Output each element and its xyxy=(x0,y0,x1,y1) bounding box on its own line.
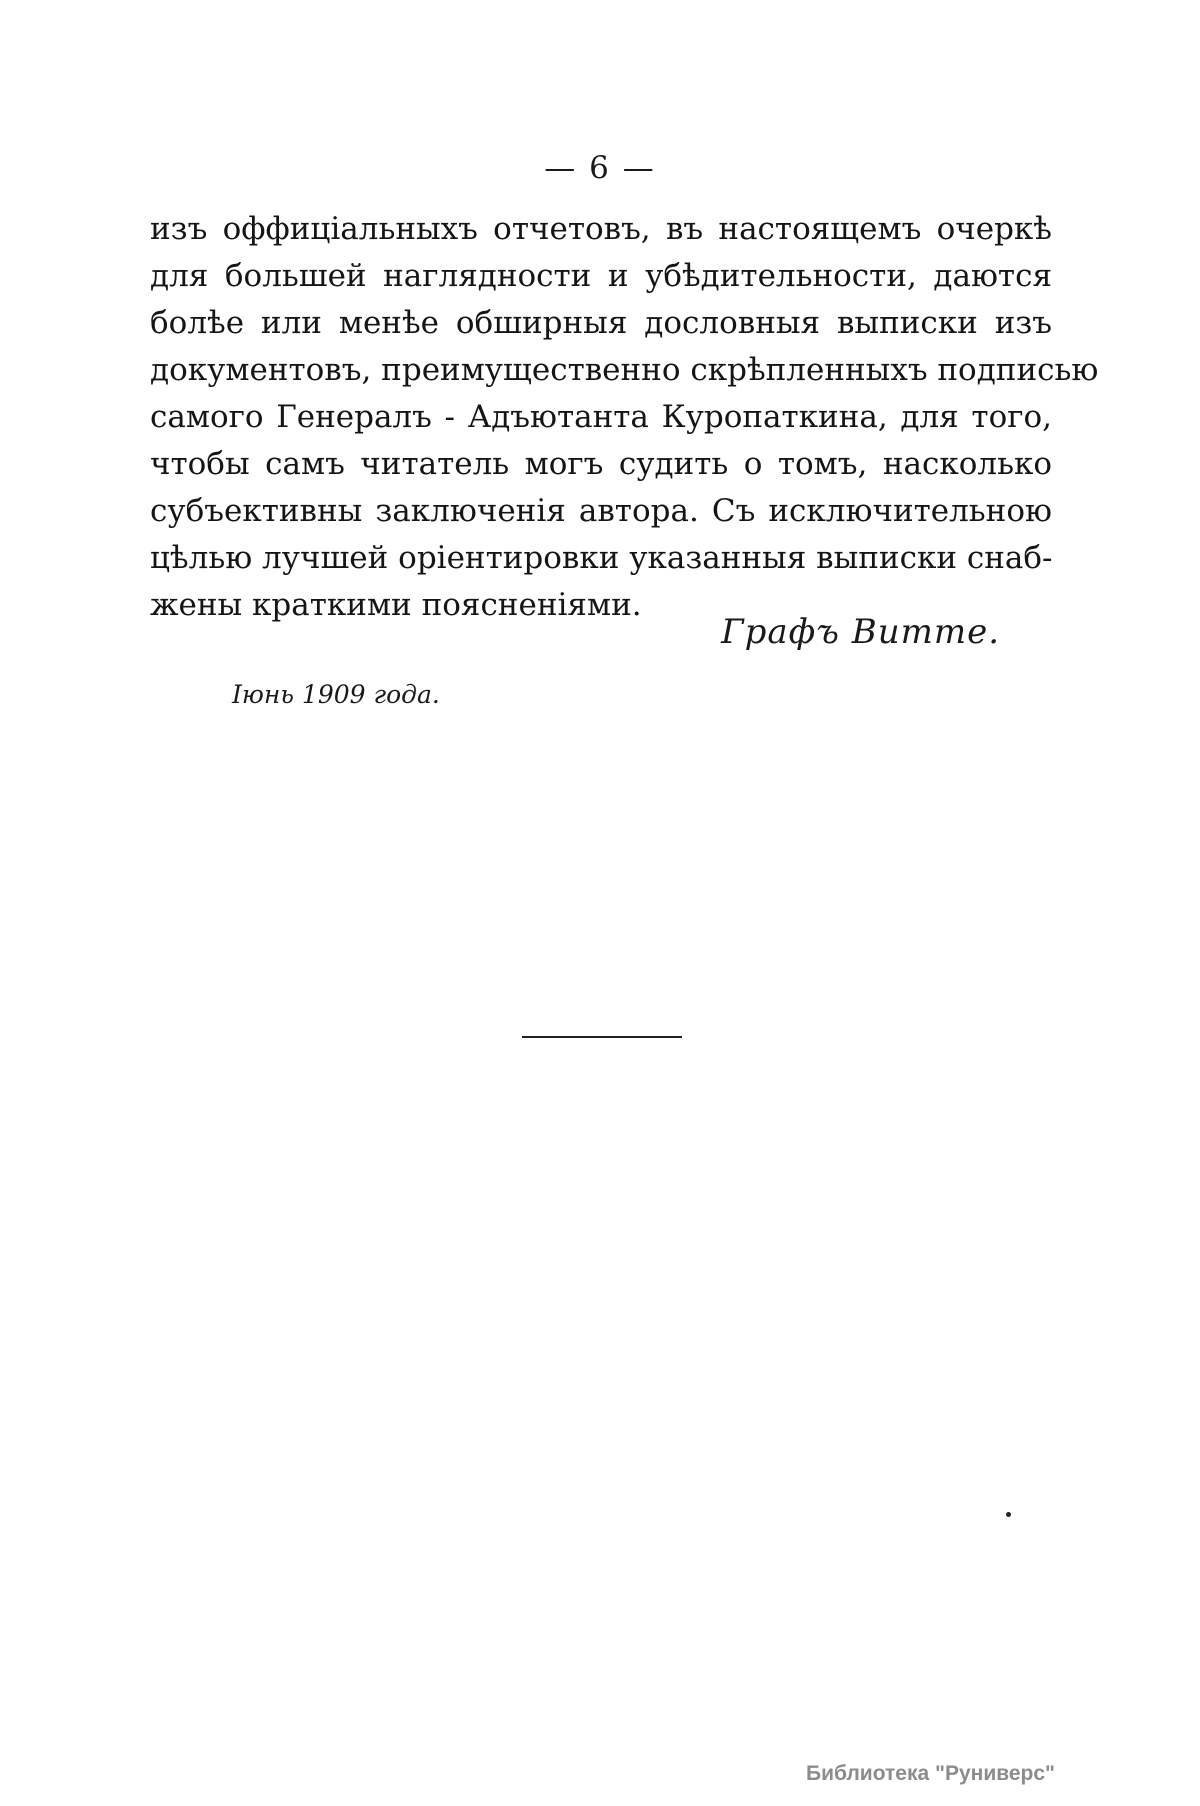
section-divider xyxy=(522,1036,682,1038)
body-line: цѣлью лучшей оріентировки указанныя выписки снаб- xyxy=(150,540,1053,576)
body-line: чтобы самъ читатель могъ судить о томъ, насколько xyxy=(150,446,1052,482)
author-signature: Графъ Витте. xyxy=(721,612,1000,652)
body-line: субъективны заключенія автора. Съ исключительною xyxy=(150,493,1052,529)
body-line: жены краткими поясненіями. xyxy=(150,587,642,623)
body-line: для большей наглядности и убѣдительности, даются xyxy=(150,258,1052,294)
body-line: документовъ, преимущественно скрѣпленныхъ подписью xyxy=(150,352,1099,388)
page-number: — 6 — xyxy=(544,150,656,186)
body-text xyxy=(150,206,1099,629)
date-line: Іюнь 1909 года. xyxy=(232,680,440,709)
body-line: изъ оффиціальныхъ отчетовъ, въ настоящемъ очеркѣ xyxy=(150,211,1052,247)
body-line: самого Генералъ - Адъютанта Куропаткина, для того, xyxy=(150,399,1052,435)
print-speck xyxy=(1006,1512,1011,1517)
body-line: болѣе или менѣе обширныя дословныя выписки изъ xyxy=(150,305,1052,341)
library-watermark: Библиотека "Руниверс" xyxy=(806,1762,1056,1785)
